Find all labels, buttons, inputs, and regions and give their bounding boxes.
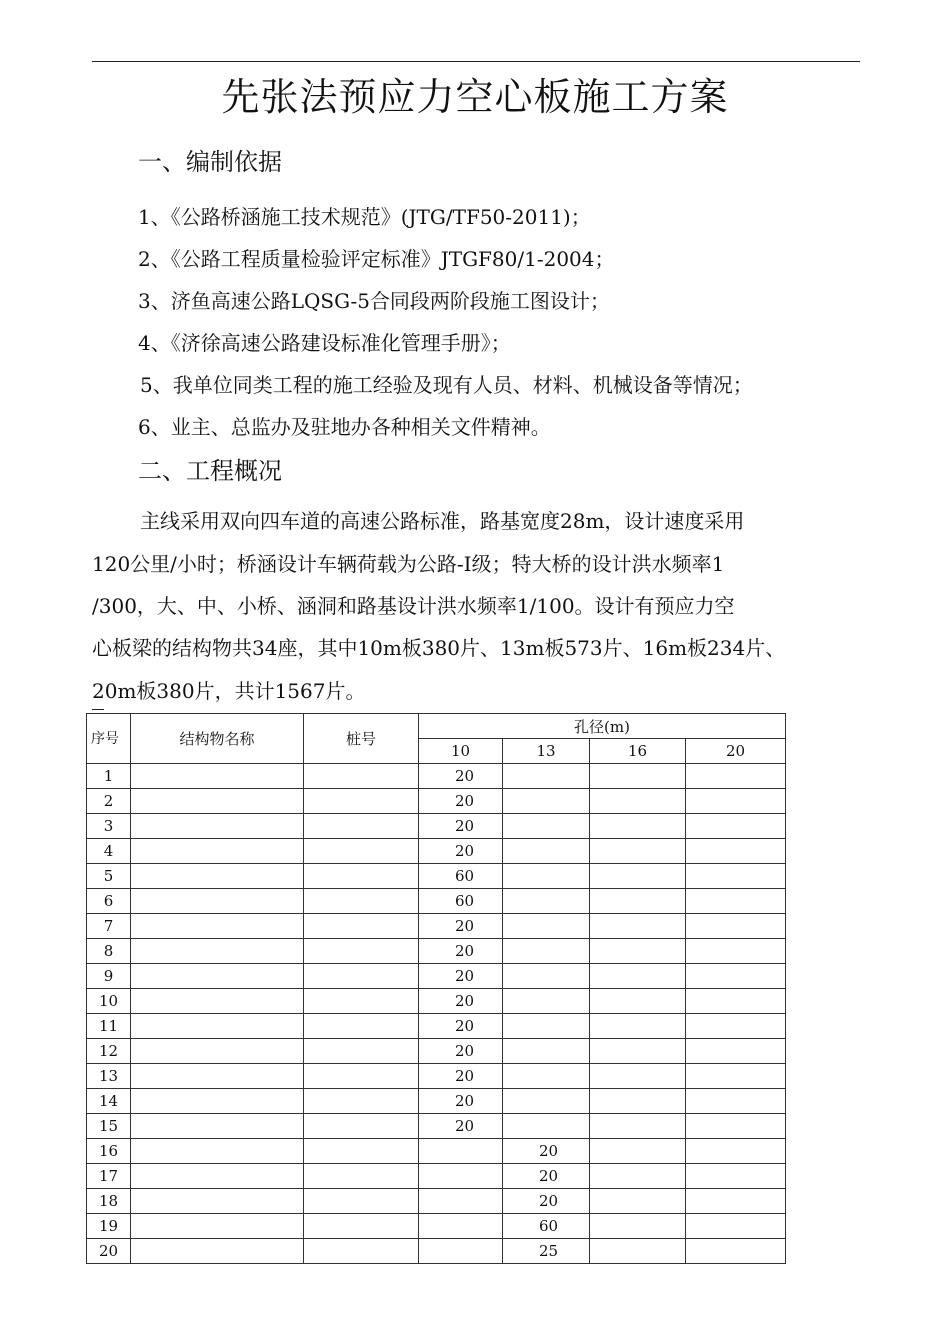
row-span-16 bbox=[590, 864, 686, 889]
row-pile-number bbox=[304, 914, 419, 939]
table-row bbox=[87, 989, 786, 1014]
row-seq: 16 bbox=[87, 1139, 131, 1164]
table-row bbox=[87, 1039, 786, 1064]
row-seq: 9 bbox=[87, 964, 131, 989]
row-pile-number bbox=[304, 939, 419, 964]
row-span-10 bbox=[419, 1239, 503, 1264]
header-span: 孔径(m) bbox=[419, 714, 786, 739]
row-span-20 bbox=[686, 1014, 786, 1039]
row-span-10: 20 bbox=[419, 1039, 503, 1064]
row-pile-number bbox=[304, 1139, 419, 1164]
row-seq: 6 bbox=[87, 889, 131, 914]
row-span-13 bbox=[503, 914, 590, 939]
row-structure-name bbox=[131, 1039, 304, 1064]
basis-item-2: 2、《公路工程质量检验评定标准》JTGF80/1-2004； bbox=[138, 247, 615, 271]
row-span-13: 20 bbox=[503, 1164, 590, 1189]
row-pile-number bbox=[304, 889, 419, 914]
basis-item-5: 5、我单位同类工程的施工经验及现有人员、材料、机械设备等情况； bbox=[140, 373, 753, 397]
row-span-13 bbox=[503, 1039, 590, 1064]
row-span-10: 60 bbox=[419, 864, 503, 889]
header-span-20: 20 bbox=[686, 739, 786, 764]
row-seq: 14 bbox=[87, 1089, 131, 1114]
row-span-16 bbox=[590, 839, 686, 864]
overview-line-4: 心板梁的结构物共34座，其中10m板380片、13m板573片、16m板234片、 bbox=[92, 636, 786, 660]
row-span-20 bbox=[686, 839, 786, 864]
row-span-13 bbox=[503, 889, 590, 914]
overview-line-5: 20m板380片，共计1567片。 bbox=[92, 679, 366, 703]
row-seq: 5 bbox=[87, 864, 131, 889]
row-span-13 bbox=[503, 1114, 590, 1139]
row-span-20 bbox=[686, 939, 786, 964]
row-span-16 bbox=[590, 889, 686, 914]
row-span-10: 20 bbox=[419, 1089, 503, 1114]
header-pile-number: 桩号 bbox=[304, 714, 419, 764]
row-structure-name bbox=[131, 989, 304, 1014]
row-span-16 bbox=[590, 1139, 686, 1164]
table-row bbox=[87, 889, 786, 914]
row-span-10: 20 bbox=[419, 764, 503, 789]
row-span-10 bbox=[419, 1214, 503, 1239]
row-span-20 bbox=[686, 1189, 786, 1214]
row-span-16 bbox=[590, 1239, 686, 1264]
row-pile-number bbox=[304, 814, 419, 839]
row-span-16 bbox=[590, 1214, 686, 1239]
row-pile-number bbox=[304, 789, 419, 814]
header-span-13: 13 bbox=[503, 739, 590, 764]
row-span-20 bbox=[686, 814, 786, 839]
row-span-10: 20 bbox=[419, 814, 503, 839]
row-span-13: 25 bbox=[503, 1239, 590, 1264]
row-span-20 bbox=[686, 864, 786, 889]
row-pile-number bbox=[304, 1214, 419, 1239]
row-span-16 bbox=[590, 914, 686, 939]
row-span-20 bbox=[686, 764, 786, 789]
row-span-10: 20 bbox=[419, 964, 503, 989]
row-pile-number bbox=[304, 764, 419, 789]
table-row bbox=[87, 1189, 786, 1214]
row-span-10: 20 bbox=[419, 939, 503, 964]
table-row bbox=[87, 864, 786, 889]
row-span-13 bbox=[503, 789, 590, 814]
row-span-20 bbox=[686, 1239, 786, 1264]
row-span-13 bbox=[503, 814, 590, 839]
row-seq: 10 bbox=[87, 989, 131, 1014]
table-row bbox=[87, 1114, 786, 1139]
row-span-20 bbox=[686, 1114, 786, 1139]
section-heading-basis: 一、编制依据 bbox=[138, 148, 282, 176]
table-row bbox=[87, 814, 786, 839]
row-pile-number bbox=[304, 989, 419, 1014]
row-span-13 bbox=[503, 1064, 590, 1089]
basis-item-4: 4、《济徐高速公路建设标准化管理手册》； bbox=[138, 331, 511, 355]
table-row bbox=[87, 839, 786, 864]
row-pile-number bbox=[304, 1189, 419, 1214]
table-body bbox=[87, 764, 786, 1264]
row-structure-name bbox=[131, 1114, 304, 1139]
row-span-16 bbox=[590, 1189, 686, 1214]
row-span-20 bbox=[686, 889, 786, 914]
row-span-20 bbox=[686, 1089, 786, 1114]
row-seq: 18 bbox=[87, 1189, 131, 1214]
row-structure-name bbox=[131, 914, 304, 939]
row-span-16 bbox=[590, 1164, 686, 1189]
row-span-13 bbox=[503, 1014, 590, 1039]
row-span-13 bbox=[503, 989, 590, 1014]
row-span-13 bbox=[503, 964, 590, 989]
margin-mark bbox=[92, 709, 104, 710]
row-span-10: 20 bbox=[419, 839, 503, 864]
basis-item-6: 6、业主、总监办及驻地办各种相关文件精神。 bbox=[138, 415, 551, 439]
row-span-20 bbox=[686, 1064, 786, 1089]
row-structure-name bbox=[131, 939, 304, 964]
overview-line-2: 120公里/小时；桥涵设计车辆荷载为公路-I级；特大桥的设计洪水频率1 bbox=[92, 552, 725, 576]
row-span-20 bbox=[686, 789, 786, 814]
row-span-16 bbox=[590, 1014, 686, 1039]
row-span-10: 20 bbox=[419, 1064, 503, 1089]
table-row bbox=[87, 964, 786, 989]
row-pile-number bbox=[304, 864, 419, 889]
row-span-16 bbox=[590, 764, 686, 789]
table-row bbox=[87, 1014, 786, 1039]
row-structure-name bbox=[131, 789, 304, 814]
row-structure-name bbox=[131, 1139, 304, 1164]
header-span-16: 16 bbox=[590, 739, 686, 764]
row-span-20 bbox=[686, 914, 786, 939]
row-span-13 bbox=[503, 939, 590, 964]
row-span-20 bbox=[686, 1214, 786, 1239]
span-table bbox=[86, 713, 786, 1264]
row-span-10 bbox=[419, 1189, 503, 1214]
table-row bbox=[87, 1164, 786, 1189]
row-structure-name bbox=[131, 889, 304, 914]
row-span-13 bbox=[503, 1089, 590, 1114]
row-span-13 bbox=[503, 839, 590, 864]
row-structure-name bbox=[131, 964, 304, 989]
row-seq: 2 bbox=[87, 789, 131, 814]
row-span-10: 60 bbox=[419, 889, 503, 914]
row-span-13: 20 bbox=[503, 1189, 590, 1214]
row-span-16 bbox=[590, 1114, 686, 1139]
row-seq: 7 bbox=[87, 914, 131, 939]
header-structure-name: 结构物名称 bbox=[131, 714, 304, 764]
row-span-16 bbox=[590, 789, 686, 814]
row-span-16 bbox=[590, 1064, 686, 1089]
row-structure-name bbox=[131, 1064, 304, 1089]
row-structure-name bbox=[131, 1164, 304, 1189]
row-seq: 13 bbox=[87, 1064, 131, 1089]
row-span-13 bbox=[503, 864, 590, 889]
row-pile-number bbox=[304, 1014, 419, 1039]
top-rule bbox=[92, 61, 860, 62]
header-seq: 序号 bbox=[87, 714, 131, 764]
row-pile-number bbox=[304, 1239, 419, 1264]
table-row bbox=[87, 1064, 786, 1089]
row-span-16 bbox=[590, 814, 686, 839]
row-seq: 11 bbox=[87, 1014, 131, 1039]
row-pile-number bbox=[304, 964, 419, 989]
row-span-20 bbox=[686, 1139, 786, 1164]
row-pile-number bbox=[304, 839, 419, 864]
table-row bbox=[87, 1139, 786, 1164]
row-span-13 bbox=[503, 764, 590, 789]
row-span-13: 20 bbox=[503, 1139, 590, 1164]
row-span-10: 20 bbox=[419, 989, 503, 1014]
row-span-10 bbox=[419, 1139, 503, 1164]
row-span-16 bbox=[590, 1089, 686, 1114]
table-row bbox=[87, 1239, 786, 1264]
row-structure-name bbox=[131, 1089, 304, 1114]
row-span-16 bbox=[590, 1039, 686, 1064]
row-span-16 bbox=[590, 964, 686, 989]
row-seq: 8 bbox=[87, 939, 131, 964]
table-row bbox=[87, 914, 786, 939]
row-seq: 12 bbox=[87, 1039, 131, 1064]
overview-line-3: /300，大、中、小桥、涵洞和路基设计洪水频率1/100。设计有预应力空 bbox=[92, 594, 735, 618]
row-pile-number bbox=[304, 1039, 419, 1064]
row-structure-name bbox=[131, 1214, 304, 1239]
row-structure-name bbox=[131, 764, 304, 789]
table-row bbox=[87, 1214, 786, 1239]
row-structure-name bbox=[131, 839, 304, 864]
row-span-10: 20 bbox=[419, 914, 503, 939]
row-seq: 15 bbox=[87, 1114, 131, 1139]
overview-line-1: 主线采用双向四车道的高速公路标准，路基宽度28m，设计速度采用 bbox=[140, 509, 745, 533]
row-span-10 bbox=[419, 1164, 503, 1189]
table-row bbox=[87, 939, 786, 964]
row-seq: 4 bbox=[87, 839, 131, 864]
row-span-20 bbox=[686, 1164, 786, 1189]
row-pile-number bbox=[304, 1089, 419, 1114]
table-row bbox=[87, 1089, 786, 1114]
basis-item-3: 3、济鱼高速公路LQSG-5合同段两阶段施工图设计； bbox=[138, 289, 610, 313]
row-seq: 19 bbox=[87, 1214, 131, 1239]
table-row bbox=[87, 764, 786, 789]
row-span-20 bbox=[686, 989, 786, 1014]
row-span-13: 60 bbox=[503, 1214, 590, 1239]
row-span-10: 20 bbox=[419, 1014, 503, 1039]
row-pile-number bbox=[304, 1064, 419, 1089]
row-span-20 bbox=[686, 964, 786, 989]
table-row bbox=[87, 789, 786, 814]
row-structure-name bbox=[131, 1189, 304, 1214]
row-structure-name bbox=[131, 1239, 304, 1264]
row-span-16 bbox=[590, 939, 686, 964]
row-span-16 bbox=[590, 989, 686, 1014]
section-heading-overview: 二、工程概况 bbox=[138, 457, 282, 485]
row-seq: 3 bbox=[87, 814, 131, 839]
header-span-10: 10 bbox=[419, 739, 503, 764]
row-structure-name bbox=[131, 864, 304, 889]
row-span-20 bbox=[686, 1039, 786, 1064]
row-pile-number bbox=[304, 1114, 419, 1139]
row-structure-name bbox=[131, 1014, 304, 1039]
row-pile-number bbox=[304, 1164, 419, 1189]
row-span-10: 20 bbox=[419, 1114, 503, 1139]
row-seq: 20 bbox=[87, 1239, 131, 1264]
row-seq: 17 bbox=[87, 1164, 131, 1189]
row-structure-name bbox=[131, 814, 304, 839]
row-span-10: 20 bbox=[419, 789, 503, 814]
basis-item-1: 1、《公路桥涵施工技术规范》(JTG/TF50-2011)； bbox=[138, 205, 591, 229]
page-title: 先张法预应力空心板施工方案 bbox=[221, 75, 729, 119]
row-seq: 1 bbox=[87, 764, 131, 789]
